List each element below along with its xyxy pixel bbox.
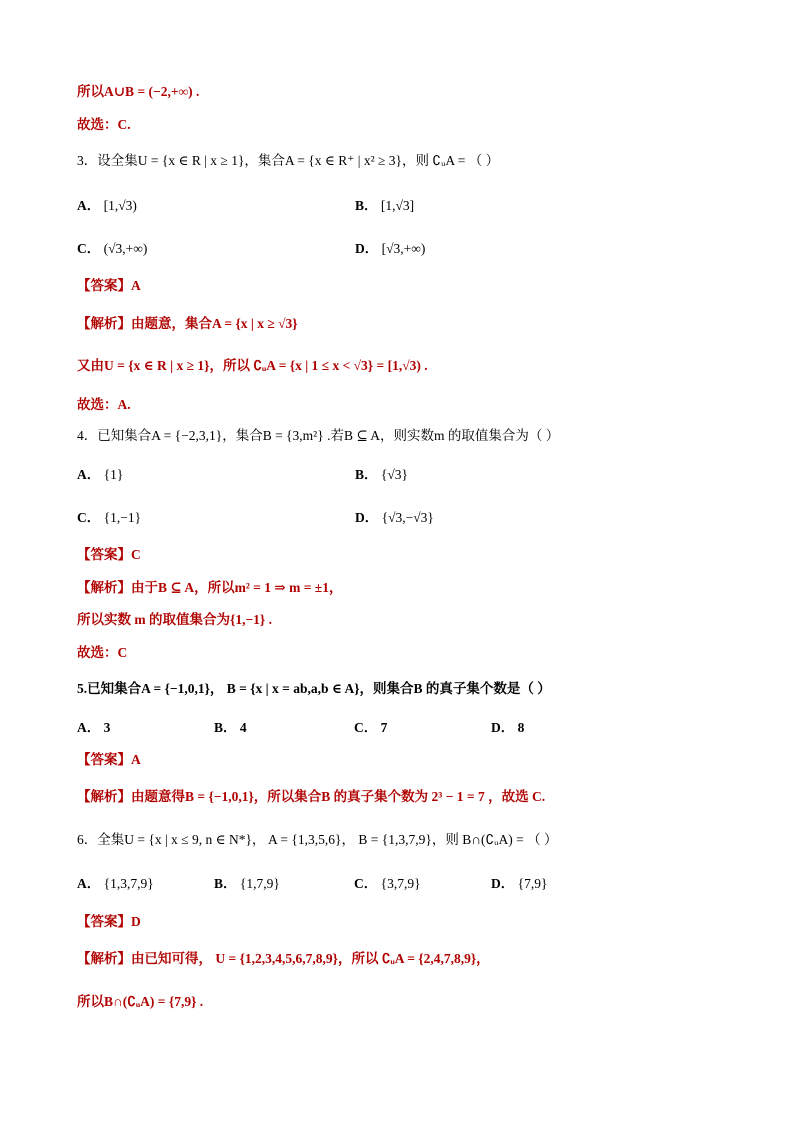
explanation-6b: 所以B∩(∁ᵤA) = {7,9} . bbox=[77, 994, 204, 1009]
option-value: {√3,−√3} bbox=[381, 510, 434, 525]
q5-option-b bbox=[214, 719, 247, 737]
option-value: {√3} bbox=[380, 467, 409, 482]
q3-option-b bbox=[355, 197, 414, 215]
question-6: 6．全集U = {x | x ≤ 9, n ∈ N*}， A = {1,3,5,6}， B = {1,3,7,9}，则 B∩(∁ᵤA) = （ ） bbox=[77, 832, 558, 847]
explanation-6a: 【解析】由已知可得， U = {1,2,3,4,5,6,7,8,9}，所以 ∁ᵤA = {2,4,7,8,9}， bbox=[77, 951, 490, 966]
option-letter: C． bbox=[77, 241, 101, 256]
question-5: 5.已知集合A = {−1,0,1}， B = {x | x = ab,a,b ∈ A}，则集合B 的真子集个数是（ ） bbox=[77, 681, 551, 696]
option-letter: A． bbox=[77, 198, 101, 213]
option-value: (√3,+∞) bbox=[103, 241, 148, 256]
option-letter: B． bbox=[355, 198, 378, 213]
selection-4: 故选：C bbox=[77, 645, 128, 660]
option-value: [1,√3) bbox=[103, 198, 137, 213]
q6-option-a bbox=[77, 875, 154, 893]
q4-option-c bbox=[77, 509, 141, 527]
option-letter: B． bbox=[214, 876, 237, 891]
option-letter: D． bbox=[355, 510, 379, 525]
q4-option-a bbox=[77, 466, 123, 484]
explanation-4b: 所以实数 m 的取值集合为{1,−1} . bbox=[77, 612, 272, 627]
option-letter: A． bbox=[77, 876, 101, 891]
selection-3: 故选：A. bbox=[77, 397, 131, 412]
option-letter: A． bbox=[77, 720, 101, 735]
option-letter: B． bbox=[214, 720, 237, 735]
q4-option-d bbox=[355, 509, 434, 527]
option-value: 7 bbox=[380, 720, 388, 735]
option-letter: D． bbox=[491, 720, 515, 735]
option-letter: A． bbox=[77, 467, 101, 482]
option-value: {3,7,9} bbox=[380, 876, 421, 891]
option-value: {1,7,9} bbox=[239, 876, 280, 891]
q6-option-d bbox=[491, 875, 547, 893]
option-letter: B． bbox=[355, 467, 378, 482]
conclusion-line: 所以A∪B = (−2,+∞) . bbox=[77, 84, 200, 99]
option-letter: D． bbox=[491, 876, 515, 891]
option-value: 4 bbox=[239, 720, 247, 735]
option-value: {7,9} bbox=[517, 876, 548, 891]
answer-6: 【答案】D bbox=[77, 914, 141, 929]
explanation-3b: 又由U = {x ∈ R | x ≥ 1}，所以 ∁ᵤA = {x | 1 ≤ x < √3} = [1,√3) . bbox=[77, 358, 428, 373]
question-4: 4．已知集合A = {−2,3,1}，集合B = {3,m²} .若B ⊆ A，则实数m 的取值集合为（ ） bbox=[77, 428, 560, 443]
answer-5: 【答案】A bbox=[77, 752, 141, 767]
answer-4: 【答案】C bbox=[77, 547, 141, 562]
option-value: {1} bbox=[103, 467, 124, 482]
q5-option-d bbox=[491, 719, 524, 737]
option-value: 8 bbox=[517, 720, 525, 735]
question-3: 3．设全集U = {x ∈ R | x ≥ 1}，集合A = {x ∈ R⁺ | x² ≥ 3}，则 ∁ᵤA = （ ） bbox=[77, 153, 500, 168]
explanation-5: 【解析】由题意得B = {−1,0,1}，所以集合B 的真子集个数为 2³ − 1 = 7 ，故选 C. bbox=[77, 789, 546, 804]
q3-option-c bbox=[77, 240, 147, 258]
q4-option-b bbox=[355, 466, 408, 484]
selection-line: 故选：C. bbox=[77, 117, 131, 132]
q6-option-c bbox=[354, 875, 421, 893]
option-letter: C． bbox=[354, 876, 378, 891]
q6-option-b bbox=[214, 875, 280, 893]
answer-3: 【答案】A bbox=[77, 278, 141, 293]
option-value: {1,3,7,9} bbox=[103, 876, 154, 891]
option-value: [√3,+∞) bbox=[381, 241, 426, 256]
explanation-3a: 【解析】由题意，集合A = {x | x ≥ √3} bbox=[77, 316, 298, 331]
option-value: {1,−1} bbox=[103, 510, 142, 525]
q5-option-a bbox=[77, 719, 110, 737]
option-letter: C． bbox=[354, 720, 378, 735]
explanation-4a: 【解析】由于B ⊆ A，所以m² = 1 ⇒ m = ±1， bbox=[77, 580, 343, 595]
q5-option-c bbox=[354, 719, 387, 737]
option-letter: C． bbox=[77, 510, 101, 525]
option-value: 3 bbox=[103, 720, 111, 735]
option-value: [1,√3] bbox=[380, 198, 415, 213]
q3-option-d bbox=[355, 240, 425, 258]
option-letter: D． bbox=[355, 241, 379, 256]
q3-option-a bbox=[77, 197, 477, 215]
